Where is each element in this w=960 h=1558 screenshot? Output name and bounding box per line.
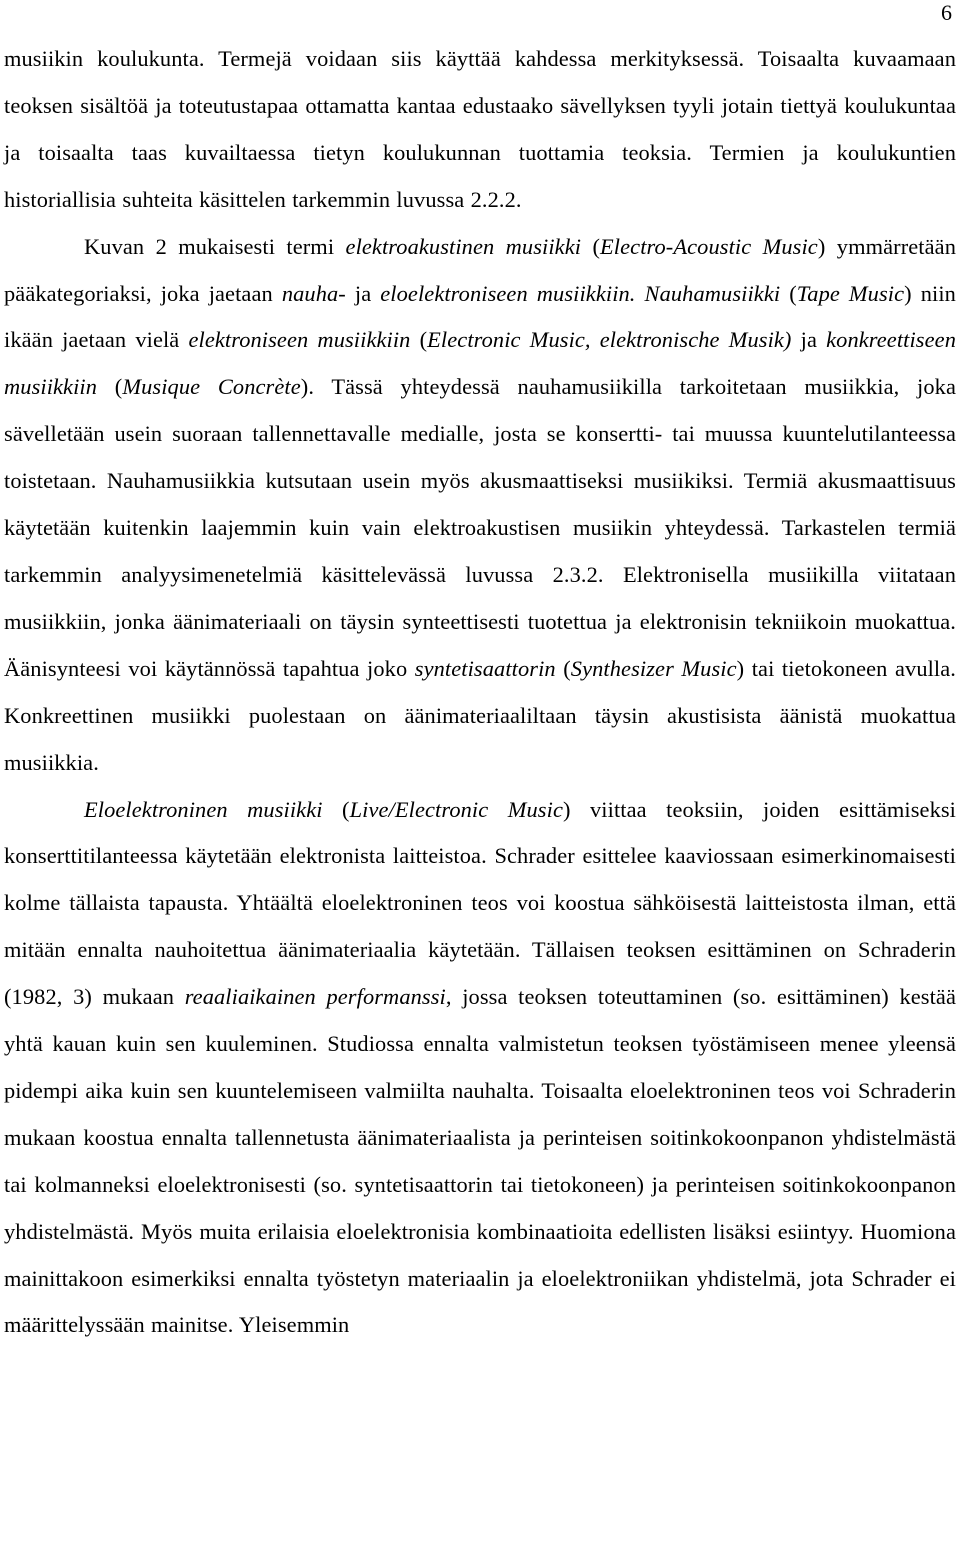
italic-term: Eloelektroninen musiikki [84,796,323,822]
text-run: ja [345,280,381,306]
text-run: ( [97,374,123,400]
text-run: ) ymmärretään pääkategoriaksi, joka jaetaan [4,233,956,306]
page-number: 6 [941,0,952,25]
italic-term: elektroniseen musiikkiin [188,327,411,353]
italic-term: Live/Electronic Music [349,796,563,822]
paragraph-electroacoustic-categories [4,224,956,787]
italic-term: elektroakustinen musiikki [345,233,582,259]
text-run: ) niin ikään jaetaan vielä [4,280,956,353]
italic-term: konkreettiseen musiikkiin [4,327,956,400]
paragraph-live-electronic [4,787,956,1350]
text-run: Kuvan 2 mukaisesti termi [84,233,346,259]
text-run: musiikin koulukunta. Termejä voidaan siis käyttää kahdessa merkityksessä. Toisaalta kuvaamaan teoksen sisältöä ja toteutustapaa ottamatta kantaa edustaako sävellyksen tyyli jotain tiettyä koulukuntaa ja toisaalta taas kuvailtaessa tietyn koulukunnan tuottamia teoksia. Termien ja koulukuntien historiallisia suhteita käsittelen tarkemmin luvussa 2.2.2. [4,46,956,212]
text-run: ) tai tietokoneen avulla. Konkreettinen musiikki puolestaan on äänimateriaaliltaan täysin akustisista äänistä muokattua musiikkia. [4,655,956,775]
italic-term: Electronic Music, elektronische Musik) [427,327,792,353]
italic-term: reaaliaikainen performanssi [184,984,446,1010]
italic-term: syntetisaattorin [414,655,556,681]
text-run: ( [322,796,350,822]
italic-term: Tape Music [796,280,905,306]
text-run: ( [581,233,601,259]
text-run [636,281,645,306]
text-run: ( [780,280,797,306]
paragraph-intro [4,36,956,224]
text-run: ja [791,327,827,353]
text-run: ). Tässä yhteydessä nauhamusiikilla tarkoitetaan musiikkia, joka sävelletään usein suoraan tallennettavalle medialle, josta se konsertti- tai muussa kuuntelutilanteessa toistetaan. Nauhamusiikkia kutsutaan usein myös akusmaattiseksi musiikiksi. Termiä akusmaattisuus käytetään kuitenkin laajemmin kuin vain elektroakustisen musiikin yhteydessä. Tarkastelen termiä tarkemmin analyysimenetelmiä käsittelevässä luvussa 2.3.2. Elektronisella musiikilla viitataan musiikkiin, jonka äänimateriaali on täysin synteettisesti tuotettua ja elektronisin tekniikoin muokattua. Äänisynteesi voi käytännössä tapahtua joko [4,374,957,681]
document-body [4,36,956,1349]
italic-term: nauha- [281,280,346,306]
italic-term: Electro-Acoustic Music [600,233,818,259]
italic-term: Musique Concrète [122,374,301,400]
italic-term: eloelektroniseen musiikkiin. [380,280,636,306]
italic-term: Synthesizer Music [570,655,737,681]
text-run: ( [555,655,571,681]
text-run: ( [410,327,428,353]
text-run: , jossa teoksen toteuttaminen (so. esittäminen) kestää yhtä kauan kuin sen kuuleminen. Studiossa ennalta valmistetun teoksen työstämiseen menee yleensä pidempi aika kuin sen kuuntelemiseen valmiilta nauhalta. Toisaalta eloelektroninen teos voi Schraderin mukaan koostua ennalta tallennetusta äänimateriaalista ja perinteisen soitinkokoonpanon yhdistelmästä tai kolmanneksi eloelektronisesti (so. syntetisaattorin tai tietokoneen) ja perinteisen soitinkokoonpanon yhdistelmästä. Myös muita erilaisia eloelektronisia kombinaatioita edellisten lisäksi esiintyy. Huomiona mainittakoon esimerkiksi ennalta työstetyn materiaalin ja eloelektroniikan yhdistelmä, jota Schrader ei määrittelyssään mainitse. Yleisemmin [4,984,956,1338]
italic-term: Nauhamusiikki [644,280,781,306]
text-run: ) viittaa teoksiin, joiden esittämiseksi konserttitilanteessa käytetään elektronista laitteistoa. Schrader esittelee kaaviossaan esimerkinomaisesti kolme tällaista tapausta. Yhtäältä eloelektroninen teos voi koostua sähköisestä laitteistosta ilman, että mitään ennalta nauhoitettua äänimateriaalia käytetään. Tällaisen teoksen esittäminen on Schraderin (1982, 3) mukaan [4,796,956,1010]
